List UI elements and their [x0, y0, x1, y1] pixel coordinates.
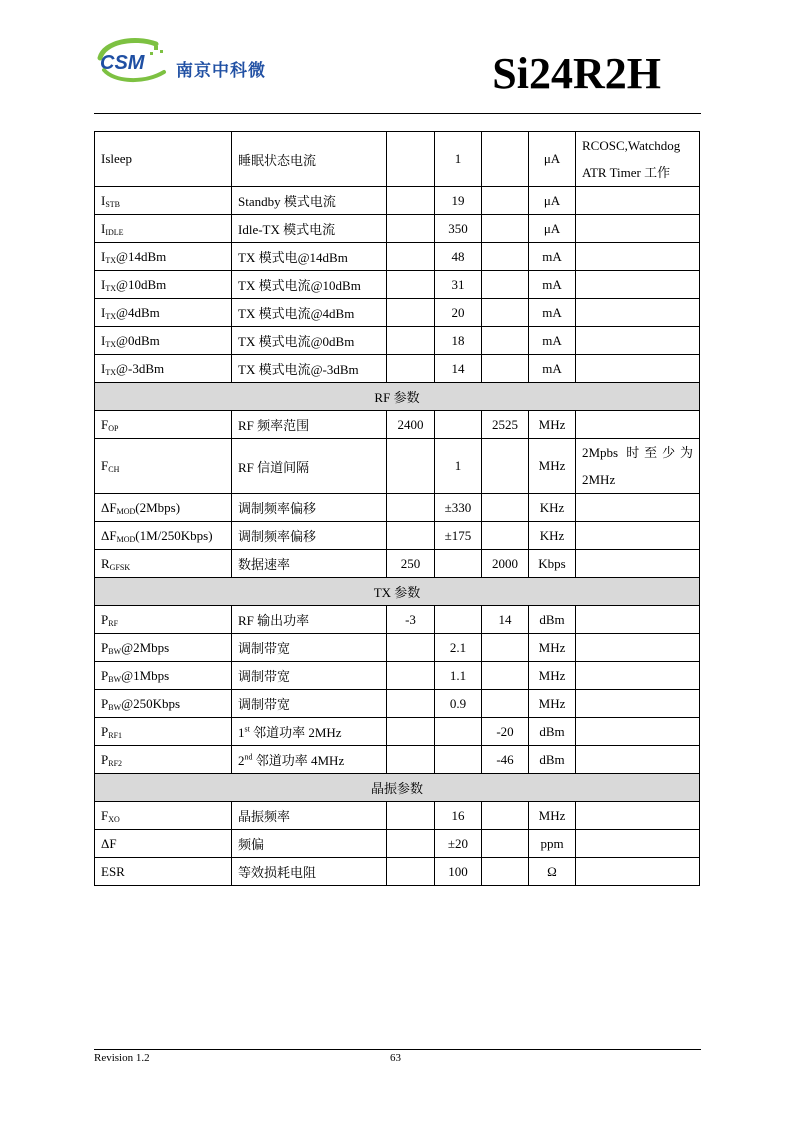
unit-cell: MHz [529, 439, 576, 494]
table-row [95, 718, 700, 746]
min-cell [387, 858, 435, 886]
max-cell [482, 830, 529, 858]
param-cell [95, 271, 232, 299]
description-cell [232, 634, 387, 662]
param-suffix: @10dBm [116, 276, 167, 292]
param-cell [95, 718, 232, 746]
description-cell [232, 439, 387, 494]
param-subscript: RF [108, 618, 119, 628]
max-cell [482, 634, 529, 662]
min-cell [387, 830, 435, 858]
desc-text: TX 模式电流@-3dBm [238, 362, 359, 377]
unit-cell: dBm [529, 746, 576, 774]
unit-cell: MHz [529, 411, 576, 439]
max-cell [482, 327, 529, 355]
param-symbol: P [101, 611, 109, 627]
description-cell [232, 355, 387, 383]
unit-cell: MHz [529, 802, 576, 830]
param-symbol: P [101, 723, 109, 739]
param-subscript: TX [105, 311, 117, 321]
table-row [95, 690, 700, 718]
min-cell [387, 132, 435, 187]
param-subscript: BW [108, 674, 122, 684]
table-row [95, 522, 700, 550]
param-subscript: GFSK [109, 562, 131, 572]
typ-cell: ±175 [435, 522, 482, 550]
typ-cell [435, 606, 482, 634]
table-row [95, 830, 700, 858]
param-cell [95, 858, 232, 886]
param-subscript: RF1 [108, 730, 123, 740]
typ-cell: ±330 [435, 494, 482, 522]
table-row [95, 299, 700, 327]
description-cell [232, 746, 387, 774]
param-cell [95, 550, 232, 578]
unit-cell: μA [529, 215, 576, 243]
description-cell [232, 132, 387, 187]
unit-cell: mA [529, 243, 576, 271]
table-row [95, 634, 700, 662]
unit-cell: dBm [529, 718, 576, 746]
param-suffix: @-3dBm [116, 360, 165, 376]
param-cell [95, 662, 232, 690]
param-subscript: BW [108, 702, 122, 712]
typ-cell: 2.1 [435, 634, 482, 662]
min-cell [387, 802, 435, 830]
unit-cell: μA [529, 132, 576, 187]
param-symbol: Isleep [101, 151, 133, 166]
desc-text: 调制带宽 [238, 669, 291, 684]
document-title: Si24R2H [492, 49, 661, 98]
min-cell: 2400 [387, 411, 435, 439]
note-cell [576, 411, 700, 439]
param-cell [95, 327, 232, 355]
param-cell [95, 690, 232, 718]
max-cell: 2000 [482, 550, 529, 578]
typ-cell: 20 [435, 299, 482, 327]
param-cell [95, 411, 232, 439]
desc-ordinal-suffix: nd [244, 752, 253, 762]
description-cell [232, 718, 387, 746]
param-symbol: ESR [101, 863, 125, 879]
param-subscript: TX [105, 339, 117, 349]
desc-text: 邻道功率 4MHz [255, 753, 345, 768]
desc-text: 调制带宽 [238, 641, 291, 656]
param-symbol: P [101, 695, 109, 711]
param-cell [95, 299, 232, 327]
desc-text: 睡眠状态电流 [238, 152, 317, 168]
description-cell [232, 690, 387, 718]
desc-text: 调制频率偏移 [238, 529, 317, 544]
min-cell [387, 355, 435, 383]
note-cell [576, 634, 700, 662]
footer-rule [94, 1049, 701, 1050]
desc-text: RF 输出功率 [238, 613, 310, 628]
desc-text: TX 模式电流@0dBm [238, 334, 355, 349]
table-row [95, 662, 700, 690]
typ-cell: 100 [435, 858, 482, 886]
note-cell [576, 858, 700, 886]
csm-logo-icon [94, 36, 174, 86]
param-cell [95, 132, 232, 187]
min-cell [387, 690, 435, 718]
description-cell [232, 830, 387, 858]
typ-cell: 1.1 [435, 662, 482, 690]
max-cell: 14 [482, 606, 529, 634]
note-cell [576, 271, 700, 299]
param-subscript: TX [105, 283, 117, 293]
param-subscript: MOD [116, 506, 136, 516]
min-cell [387, 522, 435, 550]
table-row [95, 327, 700, 355]
description-cell [232, 215, 387, 243]
param-suffix: @14dBm [116, 248, 167, 264]
param-symbol: I [101, 192, 106, 208]
unit-cell: μA [529, 187, 576, 215]
desc-text: 调制频率偏移 [238, 501, 317, 516]
unit-cell: KHz [529, 494, 576, 522]
table-row [95, 550, 700, 578]
note-cell [576, 494, 700, 522]
description-cell [232, 187, 387, 215]
param-symbol: ΔF [101, 835, 117, 851]
min-cell [387, 494, 435, 522]
table-row [95, 439, 700, 494]
unit-cell: mA [529, 327, 576, 355]
note-cell [576, 187, 700, 215]
desc-text: 频偏 [238, 837, 265, 852]
param-subscript: TX [105, 255, 117, 265]
param-symbol: F [101, 807, 109, 823]
max-cell [482, 439, 529, 494]
unit-cell: dBm [529, 606, 576, 634]
param-symbol: F [101, 458, 109, 473]
description-cell [232, 802, 387, 830]
typ-cell: 18 [435, 327, 482, 355]
param-suffix: @1Mbps [121, 667, 170, 683]
unit-cell: MHz [529, 690, 576, 718]
unit-cell: ppm [529, 830, 576, 858]
typ-cell: ±20 [435, 830, 482, 858]
param-suffix: @4dBm [116, 304, 160, 320]
table-row [95, 858, 700, 886]
note-cell [576, 522, 700, 550]
typ-cell: 14 [435, 355, 482, 383]
param-symbol: F [101, 416, 109, 432]
description-cell [232, 243, 387, 271]
section-header-row [95, 383, 700, 411]
param-cell [95, 802, 232, 830]
max-cell [482, 243, 529, 271]
param-cell [95, 746, 232, 774]
param-subscript: XO [108, 814, 120, 824]
description-cell [232, 606, 387, 634]
param-cell [95, 494, 232, 522]
typ-cell: 350 [435, 215, 482, 243]
typ-cell: 48 [435, 243, 482, 271]
typ-cell: 19 [435, 187, 482, 215]
param-symbol: I [101, 360, 106, 376]
param-symbol: ΔF [101, 527, 117, 543]
param-cell [95, 187, 232, 215]
typ-cell [435, 550, 482, 578]
param-symbol: P [101, 639, 109, 655]
desc-text: Standby 模式电流 [238, 194, 336, 209]
max-cell [482, 187, 529, 215]
section-title: TX 参数 [95, 578, 700, 606]
min-cell [387, 662, 435, 690]
header-rule [94, 113, 701, 114]
min-cell [387, 746, 435, 774]
min-cell: -3 [387, 606, 435, 634]
param-cell [95, 243, 232, 271]
revision-label: Revision 1.2 [94, 1052, 150, 1064]
min-cell [387, 634, 435, 662]
description-cell [232, 858, 387, 886]
description-cell [232, 327, 387, 355]
table-row [95, 746, 700, 774]
min-cell [387, 187, 435, 215]
param-symbol: I [101, 332, 106, 348]
table-row [95, 606, 700, 634]
param-cell [95, 634, 232, 662]
description-cell [232, 494, 387, 522]
description-cell [232, 550, 387, 578]
max-cell: 2525 [482, 411, 529, 439]
param-symbol: P [101, 667, 109, 683]
table-row [95, 243, 700, 271]
spec-table [94, 131, 700, 886]
description-cell [232, 299, 387, 327]
note-cell [576, 215, 700, 243]
param-symbol: I [101, 248, 106, 264]
desc-text: 晶振频率 [238, 809, 291, 824]
param-cell [95, 215, 232, 243]
note-cell [576, 299, 700, 327]
table-row [95, 215, 700, 243]
unit-cell: Ω [529, 858, 576, 886]
desc-ordinal: 2 [238, 753, 245, 768]
unit-cell: mA [529, 271, 576, 299]
note-cell [576, 690, 700, 718]
desc-text: 邻道功率 2MHz [253, 725, 342, 740]
unit-cell: mA [529, 355, 576, 383]
note-cell [576, 746, 700, 774]
note-cell [576, 830, 700, 858]
min-cell [387, 243, 435, 271]
description-cell [232, 411, 387, 439]
desc-text: 等效损耗电阻 [238, 865, 317, 880]
logo-text: CSM [100, 52, 145, 74]
note-cell [576, 718, 700, 746]
param-suffix: @0dBm [116, 332, 160, 348]
max-cell [482, 299, 529, 327]
param-symbol: I [101, 220, 106, 236]
table-row [95, 187, 700, 215]
note-cell [576, 550, 700, 578]
desc-text: RF 频率范围 [238, 418, 310, 433]
max-cell [482, 858, 529, 886]
param-cell [95, 355, 232, 383]
unit-cell: Kbps [529, 550, 576, 578]
desc-text: TX 模式电@14dBm [238, 250, 348, 265]
param-cell [95, 522, 232, 550]
min-cell [387, 327, 435, 355]
typ-cell [435, 746, 482, 774]
typ-cell: 1 [435, 439, 482, 494]
min-cell [387, 271, 435, 299]
param-cell [95, 606, 232, 634]
max-cell [482, 132, 529, 187]
param-suffix: (1M/250Kbps) [135, 527, 213, 543]
max-cell [482, 355, 529, 383]
min-cell [387, 718, 435, 746]
page-header [94, 30, 701, 114]
max-cell [482, 662, 529, 690]
description-cell [232, 662, 387, 690]
section-title: 晶振参数 [95, 774, 700, 802]
note-cell [576, 243, 700, 271]
section-title: RF 参数 [95, 383, 700, 411]
desc-ordinal-suffix: st [244, 724, 250, 734]
note-cell: RCOSC,Watchdog ATR Timer 工作 [576, 132, 700, 187]
min-cell [387, 299, 435, 327]
param-subscript: STB [105, 199, 121, 209]
param-cell [95, 439, 232, 494]
param-subscript: BW [108, 646, 122, 656]
typ-cell: 0.9 [435, 690, 482, 718]
max-cell: -20 [482, 718, 529, 746]
min-cell: 250 [387, 550, 435, 578]
desc-text: TX 模式电流@10dBm [238, 278, 361, 293]
description-cell [232, 271, 387, 299]
description-cell [232, 522, 387, 550]
param-symbol: I [101, 276, 106, 292]
desc-text: RF 信道间隔 [238, 459, 310, 475]
unit-cell: mA [529, 299, 576, 327]
unit-cell: MHz [529, 662, 576, 690]
desc-text: TX 模式电流@4dBm [238, 306, 355, 321]
note-cell [576, 662, 700, 690]
page-number: 63 [390, 1052, 401, 1064]
max-cell [482, 802, 529, 830]
unit-cell: MHz [529, 634, 576, 662]
max-cell [482, 494, 529, 522]
table-row [95, 411, 700, 439]
param-suffix: @250Kbps [121, 695, 181, 711]
typ-cell: 1 [435, 132, 482, 187]
note-cell [576, 327, 700, 355]
param-symbol: P [101, 751, 109, 767]
max-cell [482, 690, 529, 718]
desc-text: 数据速率 [238, 557, 291, 572]
company-logo [94, 36, 304, 86]
section-header-row [95, 578, 700, 606]
typ-cell: 31 [435, 271, 482, 299]
typ-cell [435, 411, 482, 439]
max-cell: -46 [482, 746, 529, 774]
param-suffix: @2Mbps [121, 639, 170, 655]
desc-text: Idle-TX 模式电流 [238, 222, 336, 237]
note-cell [576, 606, 700, 634]
param-subscript: MOD [116, 534, 136, 544]
desc-text: 调制带宽 [238, 697, 291, 712]
param-cell [95, 830, 232, 858]
param-symbol: R [101, 555, 110, 571]
max-cell [482, 271, 529, 299]
typ-cell [435, 718, 482, 746]
table-row [95, 494, 700, 522]
section-header-row [95, 774, 700, 802]
typ-cell: 16 [435, 802, 482, 830]
note-cell [576, 802, 700, 830]
min-cell [387, 439, 435, 494]
table-row [95, 132, 700, 187]
param-symbol: ΔF [101, 499, 117, 515]
param-subscript: TX [105, 367, 117, 377]
param-subscript: IDLE [105, 227, 124, 237]
note-cell: 2Mpbs 时至少为 2MHz [576, 439, 700, 494]
min-cell [387, 215, 435, 243]
param-suffix: (2Mbps) [135, 499, 181, 515]
param-subscript: RF2 [108, 758, 123, 768]
max-cell [482, 522, 529, 550]
table-row [95, 271, 700, 299]
param-symbol: I [101, 304, 106, 320]
company-name: 南京中科微 [176, 61, 266, 81]
unit-cell: KHz [529, 522, 576, 550]
max-cell [482, 215, 529, 243]
table-row [95, 802, 700, 830]
desc-ordinal: 1 [238, 725, 245, 740]
note-cell [576, 355, 700, 383]
param-subscript: OP [108, 423, 119, 433]
param-subscript: CH [108, 465, 120, 474]
table-row [95, 355, 700, 383]
